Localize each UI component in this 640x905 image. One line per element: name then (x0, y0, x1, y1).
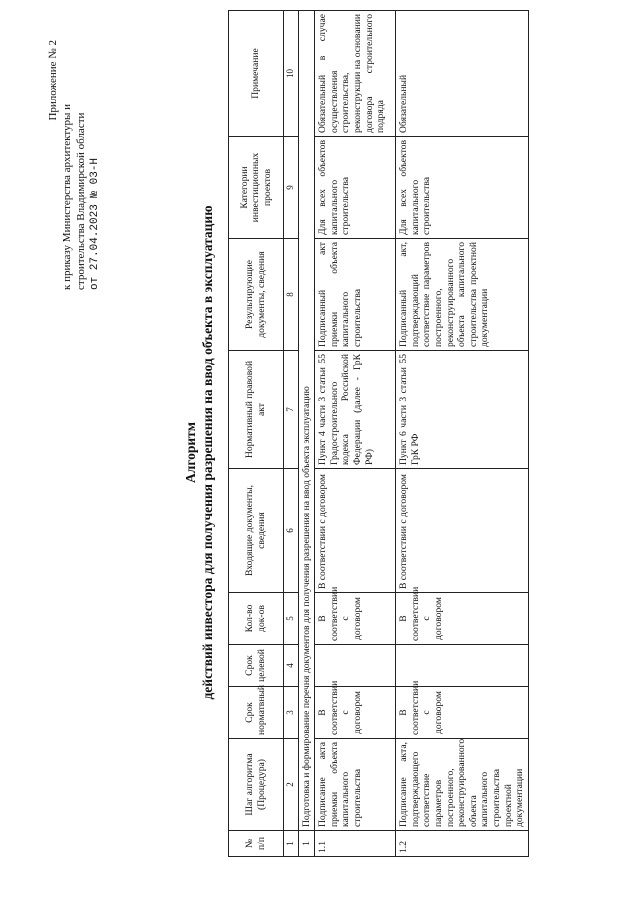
step-cell: Подписание акта приемки объекта капитального строительства (315, 739, 396, 831)
header-cell: Шаг алгоритма (Процедура) (229, 739, 284, 831)
column-number: 10 (284, 11, 299, 137)
doc-count-cell: В соответствии с договором (396, 593, 529, 645)
stage-row (298, 11, 315, 857)
column-number: 5 (284, 593, 299, 645)
table-row (396, 11, 529, 857)
step-cell: Подписание акта, подтверждающего соответствие параметров построенного, реконструированного объекта капитального строительства проектной документации (396, 739, 529, 831)
note-cell: Обязательный (396, 11, 529, 137)
table-header-row (229, 11, 284, 857)
header-cell: Результирующие документы, сведения (229, 239, 284, 351)
header-cell: Входящие документы, сведения (229, 469, 284, 593)
result-cell: Подписанный акт, подтверждающий соответствие параметров построенного, реконструированного объекта капитального строительства проектной документации (396, 239, 529, 351)
legal-act-cell: Пункт 4 части 3 статьи 55 Градостроительного кодекса Российской Федерации (далее - ГрК РФ) (315, 351, 396, 469)
annex-order-date: от 27.04.2023 № 03-Н (89, 157, 101, 290)
column-number: 3 (284, 687, 299, 739)
table-row (315, 11, 396, 857)
annex-order-ref: к приказу Министерства архитектуры и (61, 103, 73, 290)
header-cell: Кол-во док-ов (229, 593, 284, 645)
doc-count-cell: В соответствии с договором (315, 593, 396, 645)
row-number: 1.1 (315, 831, 396, 857)
norm-term-cell: В соответствии с договором (315, 687, 396, 739)
legal-act-cell: Пункт 6 части 3 статьи 55 ГрК РФ (396, 351, 529, 469)
header-cell: Срок норматвный (229, 687, 284, 739)
column-number: 8 (284, 239, 299, 351)
document-title (182, 0, 216, 905)
category-cell: Для всех объектов капитального строительства (396, 137, 529, 239)
title-line-2: действий инвестора для получения разрешения на ввод объекта в эксплуатацию (200, 205, 215, 700)
category-cell: Для всех объектов капитального строительства (315, 137, 396, 239)
result-cell: Подписанный акт приемки объекта капитального строительства (315, 239, 396, 351)
row-number: 1.2 (396, 831, 529, 857)
annex-ministry: строительства Владимирской области (75, 112, 87, 290)
inputs-cell: В соответствии с договором (396, 469, 529, 593)
header-cell: № п/п (229, 831, 284, 857)
inputs-cell: В соответствии с договором (315, 469, 396, 593)
note-cell: Обязательный в случае осуществления строительства, реконструкции на основании договора строительного подряда (315, 11, 396, 137)
stage-number: 1 (298, 831, 315, 857)
column-number: 6 (284, 469, 299, 593)
header-cell: Нормативный правовой акт (229, 351, 284, 469)
column-number: 7 (284, 351, 299, 469)
header-cell: Категории инвестиционных проектов (229, 137, 284, 239)
column-number: 9 (284, 137, 299, 239)
header-cell: Срок целевой (229, 645, 284, 687)
column-number-row (284, 11, 299, 857)
header-cell: Примечание (229, 11, 284, 137)
target-term-cell (315, 645, 396, 687)
algorithm-table (228, 10, 529, 857)
annex-header (46, 40, 102, 290)
stage-label: Подготовка и формирование перечня документов для получения разрешения на ввод объекта эксплуатацию (298, 11, 315, 831)
title-line-1: Алгоритм (183, 422, 198, 483)
annex-number: Приложение № 2 (47, 40, 59, 121)
norm-term-cell: В соответствии с договором (396, 687, 529, 739)
column-number: 4 (284, 645, 299, 687)
column-number: 1 (284, 831, 299, 857)
column-number: 2 (284, 739, 299, 831)
